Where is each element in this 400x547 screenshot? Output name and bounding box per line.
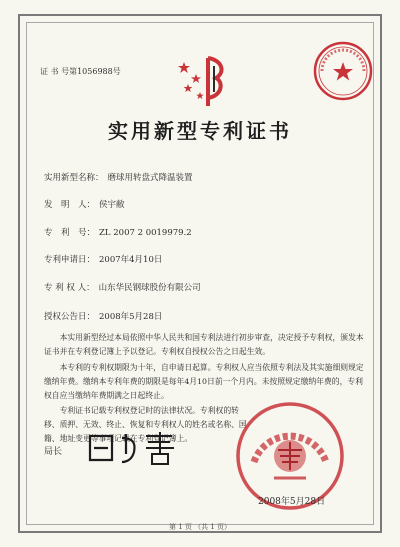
signature-icon [82, 428, 192, 468]
issue-date: 2008年5月28日 [258, 497, 326, 507]
patent-number-label: 专 利 号： [44, 228, 96, 238]
name-value: 磨球用转盘式降温装置 [107, 173, 193, 183]
patentee-value: 山东华民钢球股份有限公司 [98, 283, 201, 293]
certificate-number: 证 书 号第1056988号 [40, 67, 121, 76]
inventor-value: 侯宇敝 [99, 200, 125, 210]
patent-number-value: ZL 2007 2 0019979.2 [99, 228, 192, 238]
body-paragraph: 本专利的专利权期限为十年，自申请日起算。专利权人应当依照专利法及其实施细则规定缴纳年费。缴纳本专利年费的期限是每年4月10日前一个月内。未按照规定缴纳年费的，专利权自应当缴纳年费期满之日起终止。 [44, 363, 364, 400]
field-utility-model-name [44, 171, 193, 183]
field-grant-date [44, 310, 162, 322]
filing-date-label: 专利申请日： [44, 255, 96, 265]
field-patent-number [44, 226, 192, 238]
body-paragraph: 专利证书记载专利权登记时的法律状况。专利权的转移、质押、无效、终止、恢复和专利权人的姓名或名称、国籍、地址变更等事项记载在专利登记簿上。 [44, 406, 247, 443]
body-paragraph: 本实用新型经过本局依照中华人民共和国专利法进行初步审查，决定授予专利权，颁发本证书并在专利登记簿上予以登记。专利权自授权公告之日起生效。 [44, 333, 364, 356]
page-number: 第 1 页 （共 1 页） [168, 523, 232, 531]
grant-date-value: 2008年5月28日 [99, 312, 163, 322]
inventor-label: 发 明 人： [44, 200, 96, 210]
document-title: 实用新型专利证书 [108, 119, 292, 143]
patent-emblem-icon [170, 52, 236, 110]
field-filing-date [44, 253, 162, 265]
filing-date-value: 2007年4月10日 [99, 255, 163, 265]
stamp-seal-icon [312, 40, 374, 102]
field-inventor [44, 198, 125, 210]
grant-date-label: 授权公告日： [44, 312, 96, 322]
field-patentee [44, 281, 201, 293]
patentee-label: 专 利 权 人： [44, 283, 95, 293]
name-label: 实用新型名称： [44, 173, 104, 183]
director-label: 局长 [44, 447, 63, 457]
